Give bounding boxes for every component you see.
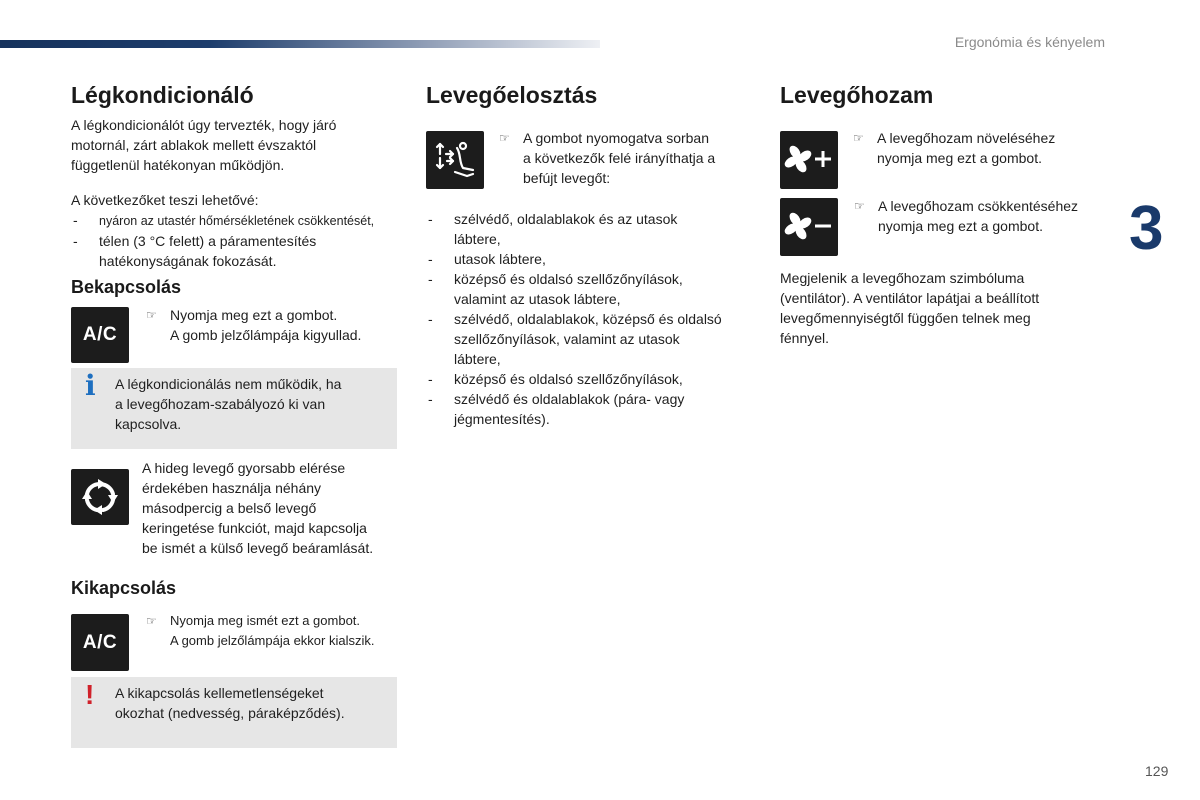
warning-note-text: A kikapcsolás kellemetlenségeket okozhat (nedvesség, páraképződés).: [115, 685, 345, 721]
switch-on-instruction: ☞ Nyomja meg ezt a gombot. A gomb jelzőlámpája kigyullad.: [146, 307, 362, 343]
fan-decrease-instruction: ☞ A levegőhozam csökkentéséhez nyomja meg ezt a gombot.: [854, 198, 1079, 234]
air-distribution-icon: [433, 138, 477, 182]
recirculation-button[interactable]: [71, 469, 129, 525]
ac-button-off[interactable]: [71, 614, 129, 671]
pointing-hand-icon: ☞: [146, 308, 157, 322]
info-icon: i: [85, 369, 96, 402]
fan-decrease-button[interactable]: [780, 198, 838, 256]
heading-air-distribution: Levegőelosztás: [426, 82, 598, 108]
section-title: Ergonómia és kényelem: [954, 34, 1105, 50]
ac-button-on[interactable]: [71, 307, 129, 363]
heading-air-flow: Levegőhozam: [780, 82, 934, 108]
pointing-hand-icon: ☞: [854, 199, 865, 213]
possibilities-label: A következőket teszi lehetővé:: [71, 192, 259, 208]
pointing-hand-icon: ☞: [853, 131, 864, 145]
list-item: - szélvédő, oldalablakok, középső és oldalsó szellőzőnyílások, valamint az utasok lábtere,: [426, 309, 761, 369]
heading-switch-on: Bekapcsolás: [71, 277, 182, 297]
list-item: - télen (3 °C felett) a páramentesítés hatékonyságának fokozását.: [71, 231, 401, 271]
ac-button-label: A/C: [82, 631, 118, 653]
info-note: [71, 368, 397, 449]
air-distribution-modes: [426, 209, 761, 429]
list-item: - utasok lábtere,: [426, 249, 761, 269]
info-note-text: A légkondicionálás nem működik, ha a levegőhozam-szabályozó ki van kapcsolva.: [115, 376, 342, 432]
list-item: - nyáron az utastér hőmérsékletének csökkentését,: [71, 210, 401, 231]
list-item: - középső és oldalsó szellőzőnyílások, valamint az utasok lábtere,: [426, 269, 761, 309]
fan-increase-button[interactable]: [780, 131, 838, 189]
air-distribution-button[interactable]: [426, 131, 484, 189]
recirculation-icon: [78, 475, 122, 519]
heading-switch-off: Kikapcsolás: [71, 578, 177, 598]
fan-minus-icon: [783, 209, 835, 245]
page-number: 129: [1145, 763, 1169, 779]
pointing-hand-icon: ☞: [146, 614, 157, 628]
recirculation-text: A hideg levegő gyorsabb elérése érdekében használja néhány másodpercig a belső levegő keringetése funkciót, majd kapcsolja be ismét a külső levegő beáramlását.: [142, 460, 374, 556]
pointing-hand-icon: ☞: [499, 131, 510, 145]
fan-plus-icon: [783, 142, 835, 178]
ac-intro: A légkondicionálót úgy tervezték, hogy járó motornál, zárt ablakok mellett évszaktól függetlenül hatékonyan működjön.: [71, 117, 337, 173]
list-item: - szélvédő, oldalablakok és az utasok lábtere,: [426, 209, 761, 249]
heading-air-conditioning: Légkondicionáló: [71, 82, 254, 108]
air-distribution-instruction: ☞ A gombot nyomogatva sorban a következők felé irányíthatja a befújt levegőt:: [499, 130, 716, 186]
warning-icon: !: [85, 679, 95, 710]
chapter-number: 3: [1129, 194, 1164, 263]
fan-increase-instruction: ☞ A levegőhozam növeléséhez nyomja meg ezt a gombot.: [853, 130, 1056, 166]
possibilities-list: [71, 210, 401, 271]
warning-note: [71, 677, 397, 748]
ac-button-label: A/C: [82, 324, 118, 345]
switch-off-instruction: ☞ Nyomja meg ismét ezt a gombot. A gomb jelzőlámpája ekkor kialszik.: [146, 613, 375, 648]
list-item: - középső és oldalsó szellőzőnyílások,: [426, 369, 761, 389]
header-gradient-bar: [0, 40, 600, 48]
list-item: - szélvédő és oldalablakok (pára- vagy jégmentesítés).: [426, 389, 761, 429]
fan-symbol-description: Megjelenik a levegőhozam szimbóluma (ventilátor). A ventilátor lapátjai a beállított levegőmennyiségtől függően telnek meg fénnyel.: [780, 270, 1040, 346]
